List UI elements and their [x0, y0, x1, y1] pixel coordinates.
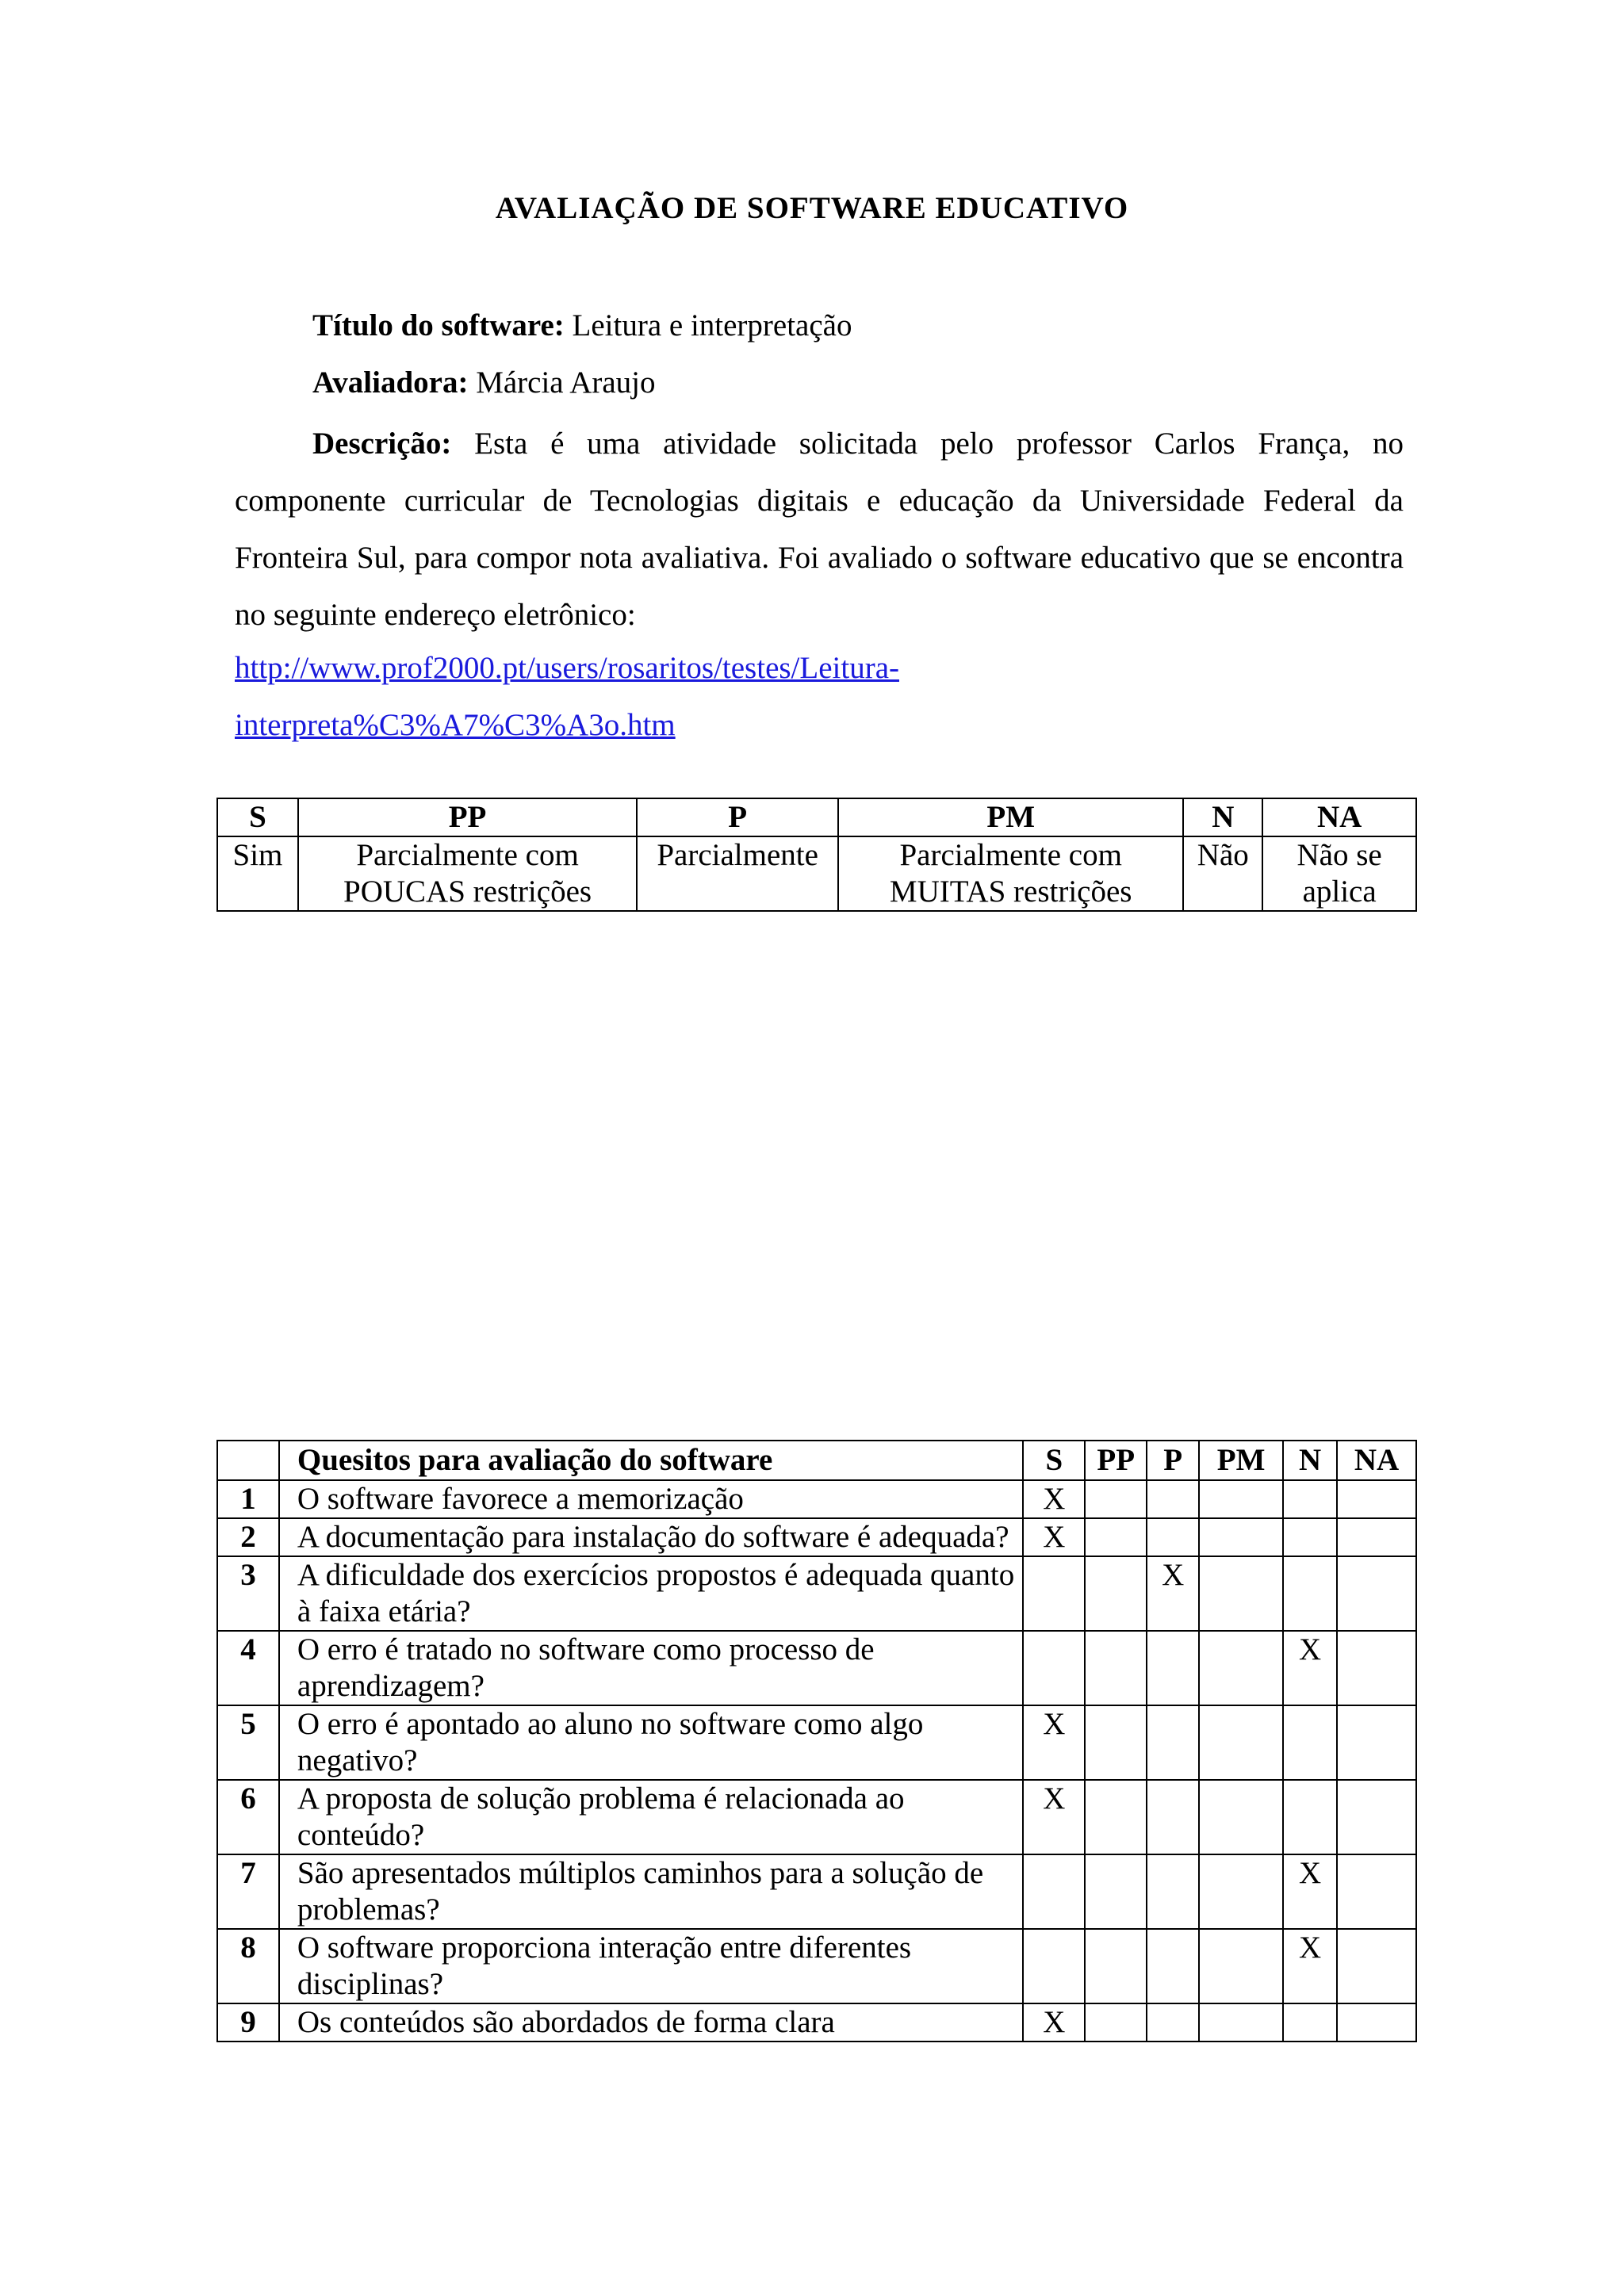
- criteria-header-pp: PP: [1085, 1441, 1147, 1480]
- criteria-row-number: 7: [217, 1854, 279, 1929]
- criteria-mark-pm: [1199, 1705, 1283, 1780]
- legend-header-n: N: [1183, 798, 1262, 836]
- software-link-line1[interactable]: http://www.prof2000.pt/users/rosaritos/testes/Leitura-: [235, 651, 899, 685]
- criteria-mark-na: [1337, 1780, 1416, 1854]
- criteria-row-number: 5: [217, 1705, 279, 1780]
- criteria-row-question: A documentação para instalação do software é adequada?: [279, 1518, 1023, 1556]
- criteria-row: [217, 1556, 1416, 1631]
- criteria-mark-n: [1283, 1556, 1337, 1631]
- criteria-mark-s: [1023, 1556, 1085, 1631]
- criteria-mark-pp: [1085, 1705, 1147, 1780]
- criteria-mark-na: [1337, 1480, 1416, 1518]
- criteria-mark-n: [1283, 1480, 1337, 1518]
- criteria-mark-s: X: [1023, 1518, 1085, 1556]
- criteria-mark-pm: [1199, 1631, 1283, 1705]
- criteria-row-number: 9: [217, 2003, 279, 2042]
- criteria-mark-p: [1147, 1480, 1199, 1518]
- criteria-mark-s: [1023, 1929, 1085, 2003]
- legend-meaning-row: [217, 836, 1416, 911]
- criteria-mark-pp: [1085, 1854, 1147, 1929]
- criteria-mark-pp: [1085, 1518, 1147, 1556]
- criteria-row: [217, 2003, 1416, 2042]
- criteria-row-question: O software proporciona interação entre diferentes disciplinas?: [279, 1929, 1023, 2003]
- criteria-header-n: N: [1283, 1441, 1337, 1480]
- legend-header-pm: PM: [838, 798, 1183, 836]
- criteria-mark-pm: [1199, 1480, 1283, 1518]
- criteria-row-number: 6: [217, 1780, 279, 1854]
- criteria-row-question: A dificuldade dos exercícios propostos é adequada quanto à faixa etária?: [279, 1556, 1023, 1631]
- criteria-mark-p: [1147, 1929, 1199, 2003]
- criteria-mark-s: [1023, 1854, 1085, 1929]
- criteria-header-pm: PM: [1199, 1441, 1283, 1480]
- criteria-mark-p: [1147, 1631, 1199, 1705]
- criteria-row: [217, 1631, 1416, 1705]
- criteria-header-s: S: [1023, 1441, 1085, 1480]
- criteria-row: [217, 1929, 1416, 2003]
- legend-meaning-p: Parcialmente: [637, 836, 838, 911]
- legend-table: [216, 798, 1417, 912]
- criteria-mark-pp: [1085, 2003, 1147, 2042]
- evaluator-value: Márcia Araujo: [476, 365, 656, 400]
- criteria-row: [217, 1518, 1416, 1556]
- criteria-mark-pp: [1085, 1929, 1147, 2003]
- legend-header-row: [217, 798, 1416, 836]
- criteria-mark-p: X: [1147, 1556, 1199, 1631]
- criteria-mark-n: X: [1283, 1631, 1337, 1705]
- criteria-mark-p: [1147, 1705, 1199, 1780]
- criteria-mark-pm: [1199, 2003, 1283, 2042]
- criteria-mark-p: [1147, 2003, 1199, 2042]
- legend-meaning-pp: Parcialmente com POUCAS restrições: [298, 836, 637, 911]
- criteria-row: [217, 1480, 1416, 1518]
- criteria-mark-pm: [1199, 1780, 1283, 1854]
- criteria-header-na: NA: [1337, 1441, 1416, 1480]
- software-link-line2[interactable]: interpreta%C3%A7%C3%A3o.htm: [235, 708, 676, 742]
- criteria-row: [217, 1780, 1416, 1854]
- description-paragraph: [235, 415, 1404, 644]
- criteria-mark-n: X: [1283, 1929, 1337, 2003]
- criteria-mark-n: [1283, 2003, 1337, 2042]
- criteria-row-question: O erro é tratado no software como processo de aprendizagem?: [279, 1631, 1023, 1705]
- document-title: AVALIAÇÃO DE SOFTWARE EDUCATIVO: [495, 191, 1129, 225]
- description-text: Esta é uma atividade solicitada pelo professor Carlos França, no componente curricular de Tecnologias digitais e educação da Universidade Federal da Fronteira Sul, para compor nota avaliativa. Foi avaliado o software educativo que se encontra no seguinte endereço eletrônico:: [235, 427, 1404, 632]
- legend-header-s: S: [217, 798, 298, 836]
- criteria-mark-na: [1337, 1631, 1416, 1705]
- legend-header-na: NA: [1262, 798, 1416, 836]
- criteria-row-number: 8: [217, 1929, 279, 2003]
- criteria-row-question: São apresentados múltiplos caminhos para a solução de problemas?: [279, 1854, 1023, 1929]
- criteria-row-number: 4: [217, 1631, 279, 1705]
- criteria-row-number: 3: [217, 1556, 279, 1631]
- criteria-mark-na: [1337, 1556, 1416, 1631]
- criteria-row-number: 1: [217, 1480, 279, 1518]
- software-title-label: Título do software:: [312, 308, 565, 342]
- evaluator-label: Avaliadora:: [312, 365, 469, 400]
- criteria-mark-pm: [1199, 1854, 1283, 1929]
- criteria-header-row: [217, 1441, 1416, 1480]
- criteria-mark-s: X: [1023, 1705, 1085, 1780]
- criteria-mark-p: [1147, 1854, 1199, 1929]
- criteria-mark-s: X: [1023, 1480, 1085, 1518]
- criteria-mark-n: [1283, 1780, 1337, 1854]
- criteria-header-question: Quesitos para avaliação do software: [279, 1441, 1023, 1480]
- criteria-mark-na: [1337, 1854, 1416, 1929]
- legend-meaning-na: Não se aplica: [1262, 836, 1416, 911]
- criteria-mark-pm: [1199, 1556, 1283, 1631]
- software-title-line: [312, 308, 852, 343]
- criteria-row: [217, 1705, 1416, 1780]
- legend-header-p: P: [637, 798, 838, 836]
- criteria-mark-p: [1147, 1518, 1199, 1556]
- criteria-row-question: Os conteúdos são abordados de forma clara: [279, 2003, 1023, 2042]
- criteria-mark-s: [1023, 1631, 1085, 1705]
- criteria-mark-pp: [1085, 1556, 1147, 1631]
- criteria-mark-pp: [1085, 1780, 1147, 1854]
- criteria-header-p: P: [1147, 1441, 1199, 1480]
- criteria-mark-na: [1337, 1929, 1416, 2003]
- criteria-mark-n: [1283, 1518, 1337, 1556]
- criteria-mark-n: [1283, 1705, 1337, 1780]
- software-title-value: Leitura e interpretação: [572, 308, 852, 342]
- criteria-mark-na: [1337, 2003, 1416, 2042]
- criteria-row: [217, 1854, 1416, 1929]
- criteria-mark-na: [1337, 1705, 1416, 1780]
- criteria-mark-pm: [1199, 1518, 1283, 1556]
- criteria-mark-pp: [1085, 1631, 1147, 1705]
- criteria-mark-n: X: [1283, 1854, 1337, 1929]
- criteria-mark-pp: [1085, 1480, 1147, 1518]
- criteria-mark-s: X: [1023, 1780, 1085, 1854]
- criteria-row-question: O software favorece a memorização: [279, 1480, 1023, 1518]
- criteria-table: [216, 1440, 1417, 2042]
- criteria-mark-s: X: [1023, 2003, 1085, 2042]
- criteria-body: [217, 1480, 1416, 2042]
- criteria-row-number: 2: [217, 1518, 279, 1556]
- criteria-header-num: [217, 1441, 279, 1480]
- evaluator-line: [312, 365, 656, 400]
- criteria-mark-pm: [1199, 1929, 1283, 2003]
- legend-meaning-pm: Parcialmente com MUITAS restrições: [838, 836, 1183, 911]
- criteria-mark-p: [1147, 1780, 1199, 1854]
- legend-meaning-n: Não: [1183, 836, 1262, 911]
- legend-header-pp: PP: [298, 798, 637, 836]
- description-label: Descrição:: [312, 427, 452, 461]
- criteria-row-question: O erro é apontado ao aluno no software como algo negativo?: [279, 1705, 1023, 1780]
- criteria-row-question: A proposta de solução problema é relacionada ao conteúdo?: [279, 1780, 1023, 1854]
- criteria-mark-na: [1337, 1518, 1416, 1556]
- legend-meaning-s: Sim: [217, 836, 298, 911]
